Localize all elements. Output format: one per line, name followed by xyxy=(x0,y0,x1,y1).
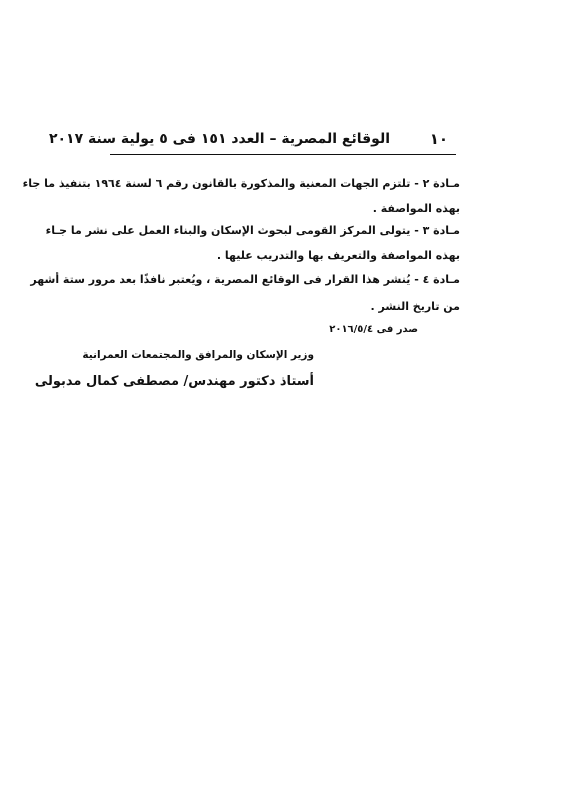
minister-name: أستاذ دكتور مهندس/ مصطفى كمال مدبولى xyxy=(34,374,314,389)
article-4-line-1 xyxy=(30,274,460,285)
header-divider xyxy=(110,154,456,155)
minister-title: وزير الإسكان والمرافق والمجتمعات العمرانية xyxy=(82,349,314,361)
article-3-text: يتولى المركز القومى لبحوث الإسكان والبناء العمل على نشر ما جـاء xyxy=(45,224,411,237)
article-3-label: مـادة ٣ - xyxy=(414,224,460,237)
article-3-line-1 xyxy=(46,225,460,236)
article-2-text: تلتزم الجهات المعنية والمذكورة بالقانون رقم ٦ لسنة ١٩٦٤ بتنفيذ ما جاء xyxy=(22,177,411,190)
page-header xyxy=(48,128,456,154)
issue-date: صدر فى ٢٠١٦/٥/٤ xyxy=(329,324,418,335)
page-number: ١٠ xyxy=(429,130,448,148)
article-2-label: مـادة ٢ - xyxy=(414,177,460,190)
header-title: الوقائع المصرية – العدد ١٥١ فى ٥ يولية سنة ٢٠١٧ xyxy=(48,131,390,147)
article-3-line-2: بهذه المواصفة والتعريف بها والتدريب عليها . xyxy=(216,249,460,262)
article-4-text: يُنشر هذا القرار فى الوقائع المصرية ، ويُعتبر نافذًا بعد مرور ستة أشهر xyxy=(30,273,411,286)
article-4-label: مـادة ٤ - xyxy=(414,273,460,286)
article-2-line-2: بهذه المواصفة . xyxy=(372,202,460,215)
article-2-line-1 xyxy=(23,178,460,189)
article-4-line-2: من تاريخ النشر . xyxy=(370,300,460,313)
